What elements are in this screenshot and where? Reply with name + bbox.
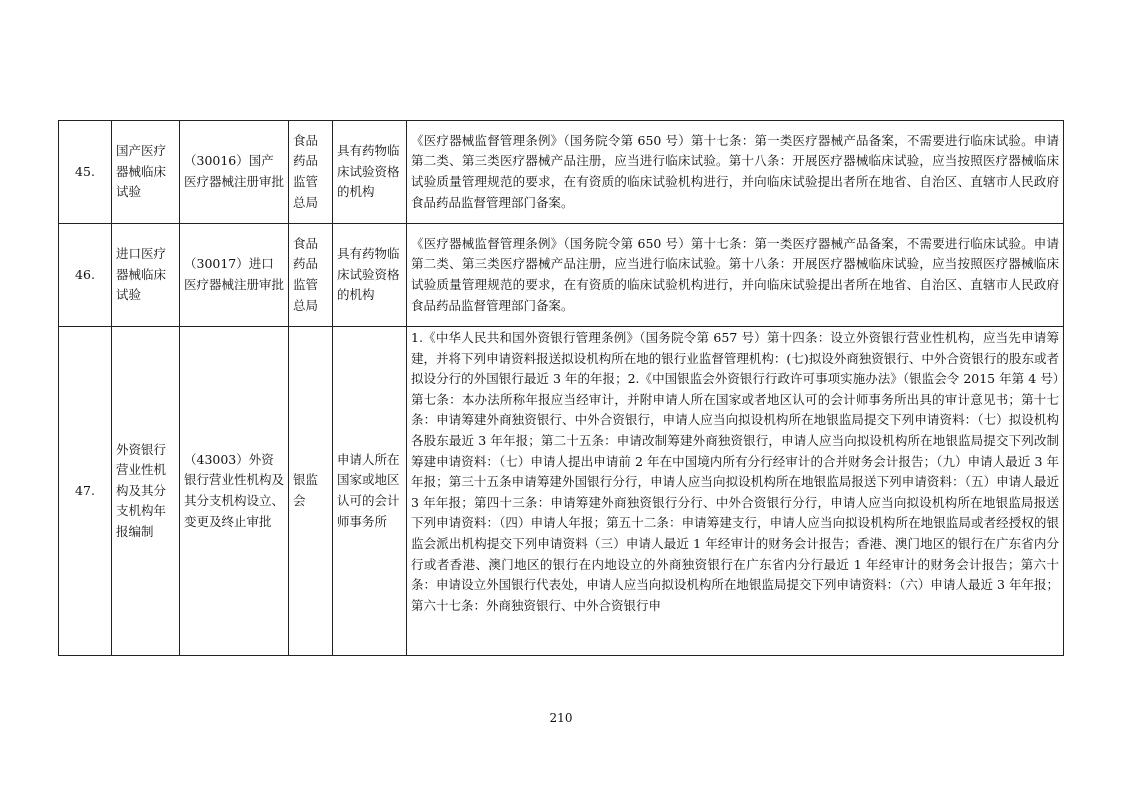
- authority: 食品药品监管总局: [289, 121, 333, 224]
- approval-item: （43003）外资银行营业性机构及其分支机构设立、变更及终止审批: [180, 327, 289, 656]
- table-row: [59, 327, 1064, 656]
- legal-basis: [407, 224, 1064, 327]
- document-table: [58, 120, 1064, 656]
- legal-basis-text: 1.《中华人民共和国外资银行管理条例》（国务院令第 657 号）第十四条：设立外资银行营业性机构，应当先申请筹建，并将下列申请资料报送拟设机构所在地的银行业监督管理机构：(七)拟设外商独资银行、中外合资银行的股东或者拟设分行的外国银行最近 3 年的年报；2.《中国银监会外资银行行政许可事项实施办法》（银监会令 2015 年第 4 号）第七条：本办法所称年报应当经审计，并附申请人所在国家或者地区认可的会计师事务所出具的审计意见书；第十七条：申请筹建外商独资银行、中外合资银行，申请人应当向拟设机构所在地银监局提交下列申请资料：（七）拟设机构各股东最近 3 年年报；第二十五条：申请改制筹建外商独资银行，申请人应当向拟设机构所在地银监局提交下列改制筹建申请资料：（七）申请人提出申请前 2 年在中国境内所有分行经审计的合并财务会计报告；（九）申请人最近 3 年年报；第三十五条申请筹建外国银行分行，申请人应当向拟设机构所在地银监局报送下列申请资料：（五）申请人最近 3 年年报；第四十三条：申请筹建外商独资银行分行、中外合资银行分行，申请人应当向拟设机构所在地银监局报送下列申请资料：（四）申请人年报；第五十二条：申请筹建支行，申请人应当向拟设机构所在地银监局或者经授权的银监会派出机构提交下列申请资料（三）申请人最近 1 年经审计的财务会计报告；香港、澳门地区的银行在广东省内分行或者香港、澳门地区的银行在内地设立的外商独资银行在广东省内分行最近 1 年经审计的财务会计报告；第六十条：申请设立外国银行代表处，申请人应当向拟设机构所在地银监局提交下列申请资料：（六）申请人最近 3 年年报；第六十七条：外商独资银行、中外合资银行申: [411, 330, 1059, 613]
- legal-basis: [407, 327, 1064, 656]
- row-number: 47.: [59, 327, 112, 656]
- item-name: 国产医疗器械临床试验: [112, 121, 180, 224]
- legal-basis: [407, 121, 1064, 224]
- table-row: [59, 224, 1064, 327]
- authority: 银监会: [289, 327, 333, 656]
- approval-item: （30017）进口医疗器械注册审批: [180, 224, 289, 327]
- institution: 申请人所在国家或地区认可的会计师事务所: [333, 327, 407, 656]
- item-name: 外资银行营业性机构及其分支机构年报编制: [112, 327, 180, 656]
- page-number: 210: [549, 711, 573, 725]
- institution: 具有药物临床试验资格的机构: [333, 224, 407, 327]
- legal-basis-text: 《医疗器械监督管理条例》（国务院令第 650 号）第十七条：第一类医疗器械产品备案，不需要进行临床试验。申请第二类、第三类医疗器械产品注册，应当进行临床试验。第十八条：开展医疗器械临床试验，应当按照医疗器械临床试验质量管理规范的要求，在有资质的临床试验机构进行，并向临床试验提出者所在地省、自治区、直辖市人民政府食品药品监督管理部门备案。: [411, 132, 1059, 210]
- table-row: [59, 121, 1064, 224]
- row-number: 45.: [59, 121, 112, 224]
- row-number: 46.: [59, 224, 112, 327]
- institution: 具有药物临床试验资格的机构: [333, 121, 407, 224]
- legal-basis-text: 《医疗器械监督管理条例》（国务院令第 650 号）第十七条：第一类医疗器械产品备案，不需要进行临床试验。申请第二类、第三类医疗器械产品注册，应当进行临床试验。第十八条：开展医疗器械临床试验，应当按照医疗器械临床试验质量管理规范的要求，在有资质的临床试验机构进行，并向临床试验提出者所在地省、自治区、直辖市人民政府食品药品监督管理部门备案。: [411, 235, 1059, 313]
- authority: 食品药品监管总局: [289, 224, 333, 327]
- item-name: 进口医疗器械临床试验: [112, 224, 180, 327]
- approval-item: （30016）国产医疗器械注册审批: [180, 121, 289, 224]
